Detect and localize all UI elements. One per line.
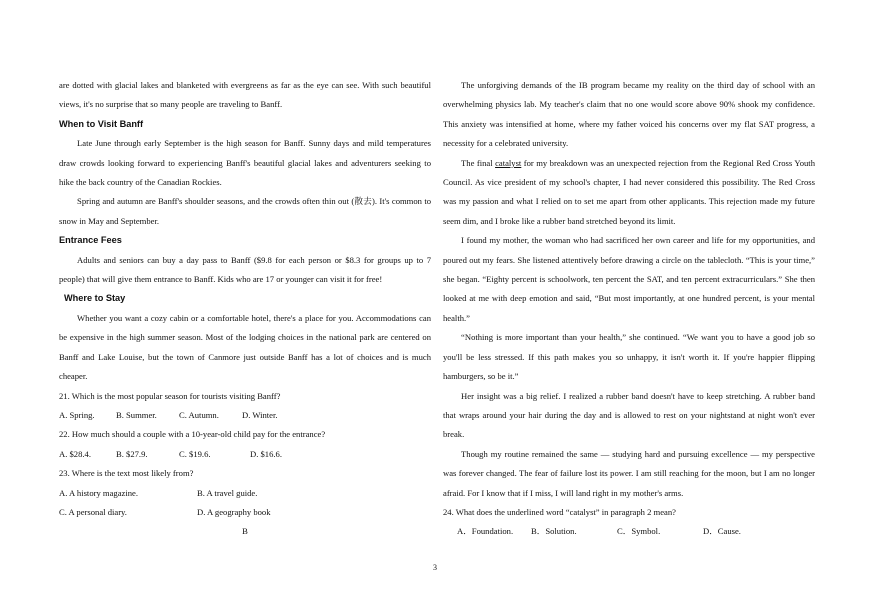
- section-heading: When to Visit Banff: [59, 118, 144, 129]
- right-column: [443, 76, 815, 542]
- paragraph-text: for my breakdown was an unexpected rejection from the Regional Red Cross Youth Council. As vice president of my school's chapter, I had never considered this possibility. The Red Cross was my passion and what I relied on to set me apart from other applicants. This rejection made my future seem dim, and I broke like a rubber band stretched beyond its limit.: [443, 157, 815, 226]
- option: A. $28.4.: [59, 448, 91, 459]
- option: B. Summer.: [116, 409, 157, 420]
- question-23-options-row1: [59, 484, 431, 503]
- underlined-word: catalyst: [495, 157, 522, 168]
- paragraph: Late June through early September is the high season for Banff. Sunny days and mild temperatures draw crowds looking forward to experiencing Banff's beautiful glacial lakes and adventurers seeking to hike the back country of the Canadian Rockies.: [59, 138, 431, 188]
- question-22: 22. How much should a couple with a 10-year-old child pay for the entrance?: [59, 429, 326, 440]
- paragraph: Though my routine remained the same — studying hard and pursuing excellence — my perspective was forever changed. The fear of failure lost its power. I am still reaching for the moon, but I am no longer afraid. For I know that if I miss, I will land right in my mother's arms.: [443, 448, 815, 498]
- question-23: 23. Where is the text most likely from?: [59, 468, 194, 479]
- paragraph-text: The final: [461, 157, 496, 168]
- option: C．Symbol.: [617, 526, 661, 537]
- paragraph: are dotted with glacial lakes and blanketed with evergreens as far as the eye can see. With such beautiful views, it's no surprise that so many people are traveling to Banff.: [59, 80, 431, 110]
- option: C. Autumn.: [179, 409, 219, 420]
- question-21-options: [59, 406, 431, 425]
- paragraph: [443, 154, 815, 232]
- option: A. A history magazine.: [59, 487, 139, 498]
- question-21: 21. Which is the most popular season for tourists visiting Banff?: [59, 390, 281, 401]
- paragraph: Adults and seniors can buy a day pass to Banff ($9.8 for each person or $8.3 for groups up to 7 people) that will give them entrance to Banff. Kids who are 17 or younger can visit it for free!: [59, 254, 431, 285]
- option: A. Spring.: [59, 409, 95, 420]
- option: B. $27.9.: [116, 448, 148, 459]
- paragraph: Whether you want a cozy cabin or a comfortable hotel, there's a place for you. Accommodations can be expensive in the high summer season. Most of the lodging choices in the national park are centered on Banff and Lake Louise, but the town of Canmore just outside Banff has a lot of choices and is much cheaper.: [59, 312, 431, 382]
- option: D. A geography book: [197, 506, 271, 517]
- question-24-options: [443, 522, 815, 541]
- question-23-options-row2: [59, 503, 431, 522]
- question-22-options: [59, 445, 431, 464]
- paragraph: Her insight was a big relief. I realized a rubber band doesn't have to keep stretching. A rubber band that wraps around your hair during the day and is allowed to rest on your nightstand at night won't ever break.: [443, 390, 815, 440]
- section-heading: Entrance Fees: [59, 235, 122, 246]
- option: C. $19.6.: [179, 448, 211, 459]
- option: B．Solution.: [531, 526, 577, 537]
- option: D. $16.6.: [250, 448, 282, 459]
- paragraph: Spring and autumn are Banff's shoulder seasons, and the crowds often thin out (散去). It's common to snow in May and September.: [59, 196, 431, 226]
- paragraph: “Nothing is more important than your health,” she continued. “We want you to have a good job so you'll be less stressed. If this path makes you so unhappy, it isn't worth it. If you're happier flipping hamburgers, so be it.”: [443, 332, 815, 382]
- question-24: 24. What does the underlined word “catalyst” in paragraph 2 mean?: [443, 506, 676, 517]
- page-number: 3: [433, 563, 437, 572]
- paragraph: I found my mother, the woman who had sacrificed her own career and life for my opportunities, and poured out my fears. She listened attentively before drawing a circle on the tablecloth. “This is your time,” she began. “Eighty percent is schoolwork, ten percent the SAT, and ten percent extracurriculars.” She then looked at me with deep emotion and said, “But most importantly, at one hundred percent, is your mental health.”: [443, 235, 815, 323]
- option: A．Foundation.: [457, 526, 514, 537]
- paragraph: The unforgiving demands of the IB program became my reality on the third day of school with an overwhelming physics lab. My teacher's claim that no one would score above 90% shook my confidence. This anxiety was intensified at home, where my father voiced his concerns over my flat SAT progress, a necessity for a celebrated university.: [443, 80, 815, 149]
- option: B. A travel guide.: [197, 487, 258, 498]
- option: D．Cause.: [703, 526, 741, 537]
- option: D. Winter.: [242, 409, 278, 420]
- left-column: [59, 76, 431, 542]
- answer-mark: B: [242, 526, 248, 537]
- option: C. A personal diary.: [59, 506, 127, 517]
- section-heading: Where to Stay: [64, 293, 126, 304]
